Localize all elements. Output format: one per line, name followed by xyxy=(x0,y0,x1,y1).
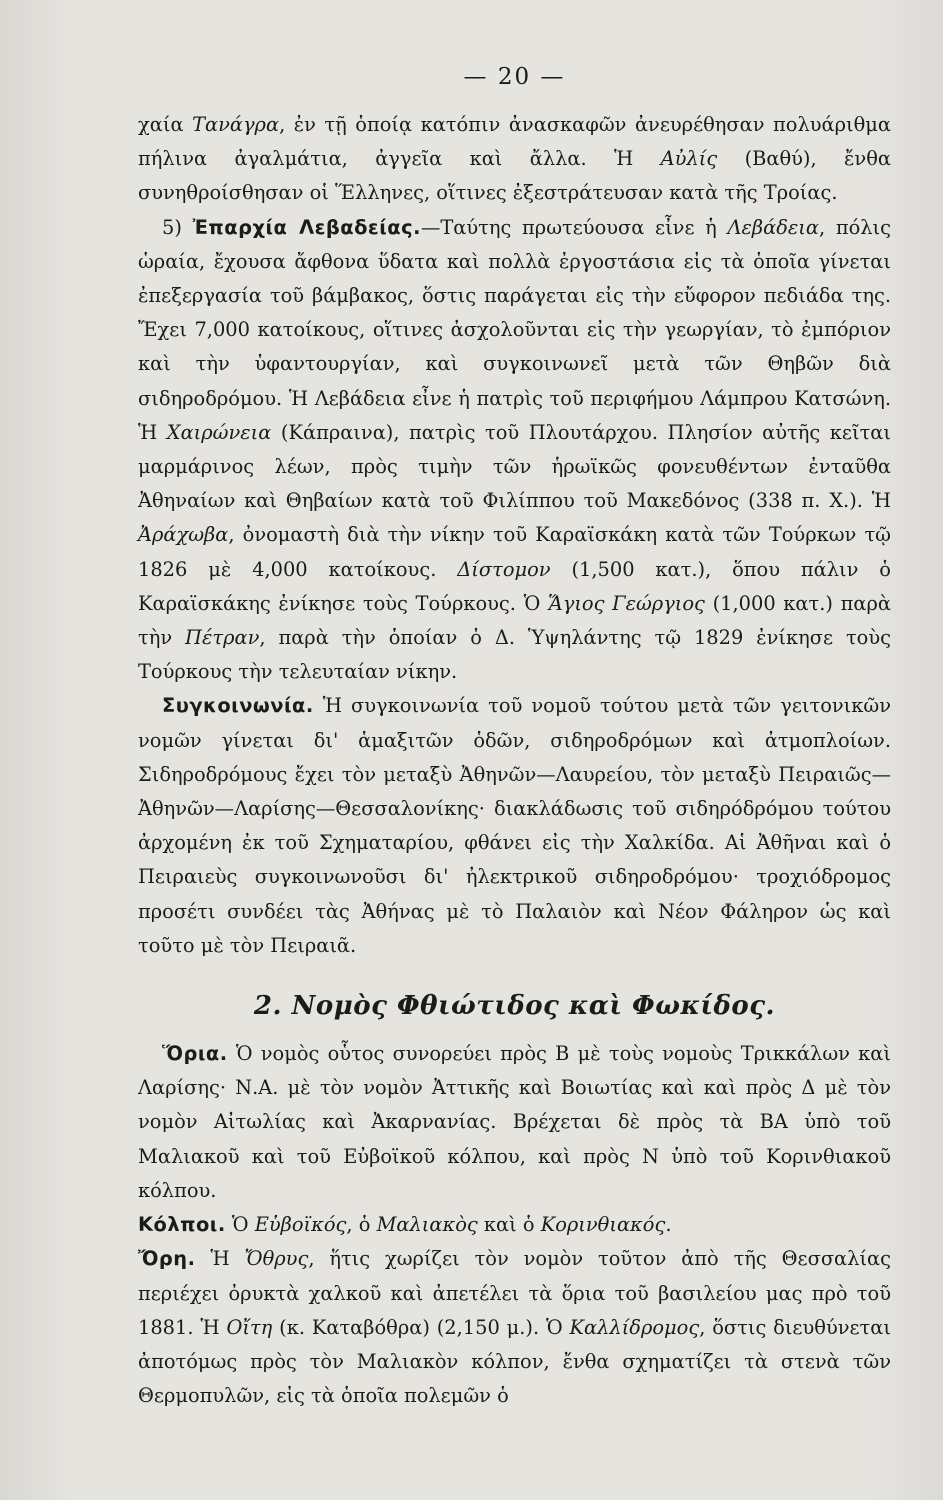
paragraph-eparchia-levadeias: 5) Ἐπαρχία Λεβαδείας.—Ταύτης πρωτεύουσα εἶνε ἡ Λεβάδεια, πόλις ὡραία, ἔχουσα ἄφθονα ὕδατα καὶ πολλὰ ἐργοστάσια εἰς τὰ ὁποῖα γίνεται ἐπεξεργασία τοῦ βάμβακος, ὅστις παράγεται εἰς τὴν εὔφορον πεδιάδα της. Ἔχει 7,000 κατοίκους, οἵτινες ἀσχολοῦνται εἰς τὴν γεωργίαν, τὸ ἐμπόριον καὶ τὴν ὑφαντουργίαν, καὶ συγκοινωνεῖ μετὰ τῶν Θηβῶν διὰ σιδηροδρόμου. Ἡ Λεβάδεια εἶνε ἡ πατρὶς τοῦ περιφήμου Λάμπρου Κατσώνη. Ἡ Χαιρώνεια (Κάπραινα), πατρὶς τοῦ Πλουτάρχου. Πλησίον αὐτῆς κεῖται μαρμάρινος λέων, πρὸς τιμὴν τῶν ἡρωϊκῶς φονευθέντων ἐνταῦθα Ἀθηναίων καὶ Θηβαίων κατὰ τοῦ Φιλίππου τοῦ Μακεδόνος (338 π. Χ.). Ἡ Ἀράχωβα, ὀνομαστὴ διὰ τὴν νίκην τοῦ Καραϊσκάκη κατὰ τῶν Τούρκων τῷ 1826 μὲ 4,000 κατοίκους. Δίστομον (1,500 κατ.), ὅπου πάλιν ὁ Καραϊσκάκης ἐνίκησε τοὺς Τούρκους. Ὁ Ἅγιος Γεώργιος (1,000 κατ.) παρὰ τὴν Πέτραν, παρὰ τὴν ὁποίαν ὁ Δ. Ὑψηλάντης τῷ 1829 ἐνίκησε τοὺς Τούρκους τὴν τελευταίαν νίκην. xyxy=(138,215,891,684)
paragraph-sygkoinonia: Συγκοινωνία. Ἡ συγκοινωνία τοῦ νομοῦ τούτου μετὰ τῶν γειτονικῶν νομῶν γίνεται δι' ἁμαξιτῶν ὁδῶν, σιδηροδρόμων καὶ ἀτμοπλοίων. Σιδηροδρόμους ἔχει τὸν μεταξὺ Ἀθηνῶν—Λαυρείου, τὸν μεταξὺ Πειραιῶς—Ἀθηνῶν—Λαρίσης—Θεσσαλονίκης· διακλάδωσις τοῦ σιδηρόδρόμου τούτου ἀρχομένη ἐκ τοῦ Σχηματαρίου, φθάνει εἰς τὴν Χαλκίδα. Αἱ Ἀθῆναι καὶ ὁ Πειραιεὺς συγκοινωνοῦσι δι' ἠλεκτρικοῦ σιδηροδρόμου· τροχιόδρομος προσέτι συνδέει τὰς Ἀθήνας μὲ τὸ Παλαιὸν καὶ Νέον Φάληρον ὡς καὶ τοῦτο μὲ τὸν Πειραιᾶ. xyxy=(138,694,891,957)
section-lead-oria: Ὅρια. xyxy=(162,1042,228,1066)
paragraph-ori: Ὄρη. Ἡ Ὄθρυς, ἥτις χωρίζει τὸν νομὸν τοῦτον ἀπὸ τῆς Θεσσαλίας περιέχει ὀρυκτὰ χαλκοῦ καὶ ἀπετέλει τὰ ὅρια τοῦ βασιλείου μας πρὸ τοῦ 1881. Ἡ Οἴτη (κ. Καταβόθρα) (2,150 μ.). Ὁ Καλλίδρομος, ὅστις διευθύνεται ἀποτόμως πρὸς τὸν Μαλιακὸν κόλπον, ἔνθα σχηματίζει τὰ στενὰ τῶν Θερμοπυλῶν, εἰς τὰ ὁποῖα πολεμῶν ὁ xyxy=(138,1247,891,1408)
section-heading-fthiotidos: 2. Νομὸς Φθιώτιδος καὶ Φωκίδος. xyxy=(253,991,776,1022)
section-lead-kolpoi: Κόλποι. xyxy=(138,1213,226,1237)
paragraph-tanagra-aulis: χαία Τανάγρα, ἐν τῇ ὁποίᾳ κατόπιν ἀνασκαφῶν ἀνευρέθησαν πολυάριθμα πήλινα ἀγαλμάτια, ἀγγεῖα καὶ ἄλλα. Ἡ Αὐλίς (Βαθύ), ἔνθα συνηθροίσθησαν οἱ Ἕλληνες, οἵτινες ἐξεστράτευσαν κατὰ τῆς Τροίας. xyxy=(138,113,891,205)
page-number: — 20 — xyxy=(463,64,566,90)
section-lead-ori: Ὄρη. xyxy=(138,1247,196,1271)
paragraph-kolpoi: Κόλποι. Ὁ Εὐβοϊκός, ὁ Μαλιακὸς καὶ ὁ Κορινθιακός. xyxy=(138,1213,672,1237)
section-lead-sygkoinonia: Συγκοινωνία. xyxy=(162,694,314,718)
section-lead-levadeia: Ἐπαρχία Λεβαδείας. xyxy=(192,215,421,239)
paragraph-oria: Ὅρια. Ὁ νομὸς οὗτος συνορεύει πρὸς Β μὲ τοὺς νομοὺς Τρικκάλων καὶ Λαρίσης· Ν.Α. μὲ τὸν νομὸν Ἀττικῆς καὶ Βοιωτίας καὶ καὶ πρὸς Δ μὲ τὸν νομὸν Αἰτωλίας καὶ Ἀκαρνανίας. Βρέχεται δὲ πρὸς τὰ ΒΑ ὑπὸ τοῦ Μαλιακοῦ καὶ τοῦ Εὐβοϊκοῦ κόλπου, καὶ πρὸς Ν ὑπὸ τοῦ Κορινθιακοῦ κόλπου. xyxy=(138,1042,891,1202)
